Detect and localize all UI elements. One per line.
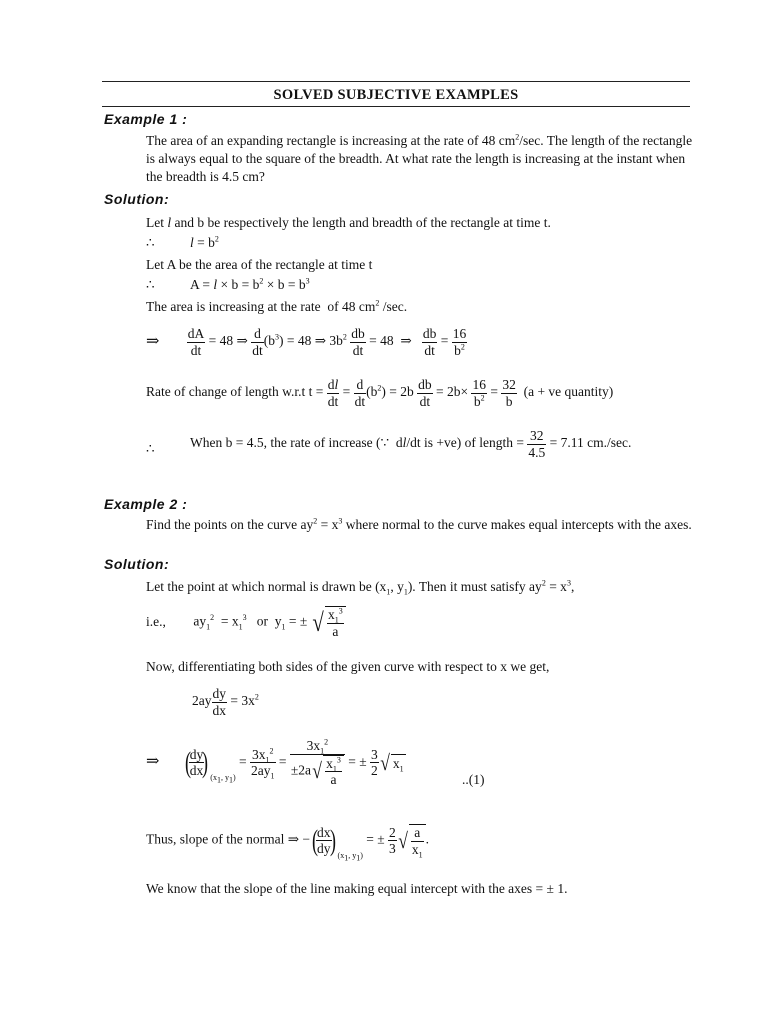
therefore-symbol: ∴ [146, 441, 155, 456]
example-1-solution-heading: Solution: [104, 191, 170, 207]
solution-2-line-1: Let the point at which normal is drawn be ($x_1$, $y_1$). Then it must satisfy $ay^2 = x^3$, [146, 578, 575, 597]
solution-2-line-2: Now, differentiating both sides of the given curve with respect to x we get, [146, 659, 550, 674]
rate-of-change-equation: Rate of change of length w.r.t t = $\frac{dl}{dt}$ = $\frac{d}{dt}$ $(b^2) = 2b$ $\frac{db}{dt}$ = 2b× $\frac{16}{b^2}$ = $\frac{32}{b}$ (a + ve quantity) [146, 377, 614, 409]
ie-equation: i.e., $ay_1^2 = x_1^3$ or $y_1$ = ± √ $\frac{x_1^3}{a}$ [146, 606, 346, 639]
equation-area: $A = l \times b = b^2 \times b = b^3$ [190, 276, 310, 292]
normal-slope-equation: Thus, slope of the normal ⇒ −( $\frac{dx}{dy}$ ) $_{(x_1, y_1)}$ = ± $\frac{2}{3}$ √ $\frac{a}{x_1}$ . [146, 823, 429, 863]
differentiated-equation: 2ay $\frac{dy}{dx}$ = $3x^2$ [192, 686, 259, 718]
example-2-solution-heading: Solution: [104, 556, 170, 572]
top-rule [102, 81, 690, 82]
title-underline [102, 106, 690, 107]
therefore-symbol: ∴ [146, 235, 155, 250]
example-2-heading: Example 2 : [104, 496, 188, 512]
equation-l-b2: $l = b^2$ [190, 234, 219, 250]
final-rate-equation: When b = 4.5, the rate of increase (∵ dl/dt is +ve) of length = $\frac{32}{4.5}$ = 7.11 cm./sec. [190, 428, 632, 460]
solution-1-line-3: The area is increasing at the rate of 48 $cm^2$ /sec. [146, 298, 408, 314]
page-title: SOLVED SUBJECTIVE EXAMPLES [273, 87, 519, 103]
equation-number: ..(1) [462, 772, 485, 787]
example-1-heading: Example 1 : [104, 111, 188, 127]
example-1-question: The area of an expanding rectangle is increasing at the rate of 48 $cm^2/\sec$. The length of the rectangle is always equal to the square of the breadth. At what rate the length is increasing at the instant when the breadth is 4.5 cm? [146, 132, 693, 185]
therefore-symbol: ∴ [146, 277, 155, 292]
derivative-chain-equation: ⇒ $\frac{dA}{dt}$ = 48 ⇒ $\frac{d}{dt}$ $(b^3) = 48$ ⇒ $3b^2$ $\frac{db}{dt}$ = 48 ⇒ $\frac{db}{dt}$ = $\frac{16}{b^2}$ [146, 326, 467, 358]
solution-2-last-line: We know that the slope of the line making equal intercept with the axes = ± 1. [146, 881, 568, 896]
example-2-question: Find the points on the curve $ay^2 = x^3$ where normal to the curve makes equal intercepts with the axes. [146, 516, 692, 532]
dy-dx-equation: ⇒ ( $\frac{dy}{dx}$ ) $_{(x_1, y_1)}$ = $\frac{3x_1^2}{2ay_1}$ = $3x_1^2$ ±2a√ $\frac{x_1^3}{a}$ = ± $\frac{3}{2}$ √ $x_1$ [146, 737, 404, 788]
solution-1-line-2: Let A be the area of the rectangle at time t [146, 257, 373, 272]
solution-1-line-1: Let l and b be respectively the length and breadth of the rectangle at time t. [146, 215, 551, 230]
